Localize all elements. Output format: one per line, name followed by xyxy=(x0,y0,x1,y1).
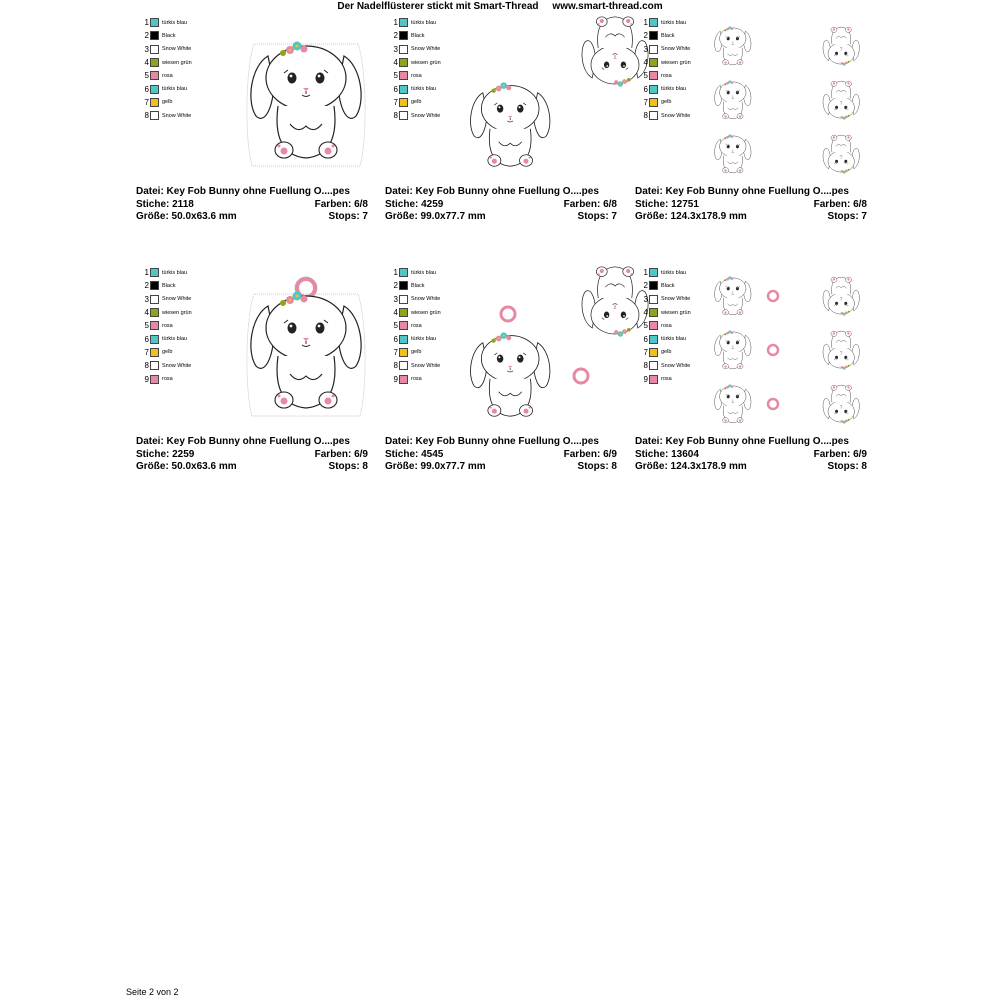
thread-color-row xyxy=(640,56,710,69)
thread-color-swatch xyxy=(150,281,159,290)
thread-color-row xyxy=(390,56,460,69)
thread-color-row xyxy=(390,29,460,42)
thread-number: 9 xyxy=(144,374,149,384)
thread-color-legend xyxy=(141,16,211,122)
thread-number: 2 xyxy=(643,281,648,291)
file-name: Datei: Key Fob Bunny ohne Fuellung O....pes xyxy=(385,186,599,197)
thread-color-name: Snow White xyxy=(661,296,691,303)
thread-color-name: türkis blau xyxy=(162,336,188,343)
thread-number: 1 xyxy=(393,18,398,28)
thread-color-swatch xyxy=(150,295,159,304)
thread-color-name: Snow White xyxy=(661,112,691,119)
thread-color-swatch xyxy=(649,335,658,344)
thread-number: 4 xyxy=(393,58,398,68)
thread-color-swatch xyxy=(150,321,159,330)
thread-color-swatch xyxy=(399,111,408,120)
thread-number: 7 xyxy=(643,347,648,357)
thread-color-swatch xyxy=(150,111,159,120)
stitch-count: Stiche: 13604 xyxy=(635,448,699,460)
thread-number: 8 xyxy=(393,361,398,371)
thread-number: 5 xyxy=(643,71,648,81)
thread-color-swatch xyxy=(649,281,658,290)
stitch-count: Stiche: 12751 xyxy=(635,198,699,210)
thread-color-swatch xyxy=(649,348,658,357)
thread-color-name: rosa xyxy=(411,322,422,329)
design-size: Größe: 124.3x178.9 mm xyxy=(635,211,747,222)
thread-number: 3 xyxy=(393,294,398,304)
thread-number: 3 xyxy=(144,294,149,304)
design-size: Größe: 50.0x63.6 mm xyxy=(136,211,237,222)
thread-number: 1 xyxy=(144,268,149,278)
design-card-1 xyxy=(136,16,368,231)
bunny-design-preview xyxy=(214,16,368,186)
thread-number: 9 xyxy=(643,374,648,384)
thread-color-row xyxy=(141,319,211,332)
thread-number: 2 xyxy=(144,281,149,291)
color-count: Farben: 6/8 xyxy=(314,198,368,210)
thread-color-legend xyxy=(640,16,710,122)
design-card-4 xyxy=(136,266,368,481)
thread-color-name: wiesen grün xyxy=(661,309,691,316)
design-size: Größe: 50.0x63.6 mm xyxy=(136,461,237,472)
thread-color-row xyxy=(640,306,710,319)
thread-color-name: Snow White xyxy=(661,46,691,53)
thread-color-row xyxy=(640,359,710,372)
color-count: Farben: 6/8 xyxy=(813,198,867,210)
thread-number: 4 xyxy=(393,308,398,318)
thread-color-swatch xyxy=(399,85,408,94)
thread-number: 7 xyxy=(144,97,149,107)
thread-number: 6 xyxy=(393,334,398,344)
thread-color-row xyxy=(141,96,211,109)
thread-color-row xyxy=(640,346,710,359)
thread-color-name: Snow White xyxy=(661,362,691,369)
thread-color-name: rosa xyxy=(411,376,422,383)
thread-color-name: rosa xyxy=(661,322,672,329)
thread-color-name: türkis blau xyxy=(661,336,687,343)
thread-color-swatch xyxy=(649,268,658,277)
thread-color-swatch xyxy=(399,308,408,317)
stop-count: Stops: 7 xyxy=(328,211,368,222)
thread-number: 7 xyxy=(643,97,648,107)
stitch-count: Stiche: 4545 xyxy=(385,448,444,460)
design-size: Größe: 99.0x77.7 mm xyxy=(385,461,486,472)
design-card-2 xyxy=(385,16,617,231)
thread-color-row xyxy=(141,372,211,385)
thread-color-name: Black xyxy=(162,282,176,289)
thread-color-swatch xyxy=(649,308,658,317)
thread-color-name: Snow White xyxy=(162,296,192,303)
thread-color-name: gelb xyxy=(411,99,422,106)
thread-color-name: gelb xyxy=(162,99,173,106)
thread-color-swatch xyxy=(649,85,658,94)
stop-count: Stops: 8 xyxy=(328,461,368,472)
thread-color-name: Snow White xyxy=(162,46,192,53)
thread-color-name: Snow White xyxy=(411,296,441,303)
file-name: Datei: Key Fob Bunny ohne Fuellung O....pes xyxy=(635,436,849,447)
thread-color-swatch xyxy=(150,335,159,344)
thread-color-swatch xyxy=(649,71,658,80)
thread-color-swatch xyxy=(399,375,408,384)
thread-color-row xyxy=(640,372,710,385)
thread-color-swatch xyxy=(649,31,658,40)
thread-color-swatch xyxy=(150,85,159,94)
thread-number: 5 xyxy=(393,321,398,331)
color-count: Farben: 6/9 xyxy=(563,448,617,460)
design-info xyxy=(385,186,617,224)
thread-number: 8 xyxy=(643,111,648,121)
thread-number: 2 xyxy=(643,31,648,41)
thread-color-swatch xyxy=(399,71,408,80)
thread-number: 2 xyxy=(393,281,398,291)
thread-color-name: türkis blau xyxy=(411,269,437,276)
thread-number: 6 xyxy=(643,84,648,94)
thread-color-name: rosa xyxy=(162,72,173,79)
thread-number: 7 xyxy=(393,97,398,107)
thread-color-swatch xyxy=(649,98,658,107)
bunny-grid-design-preview xyxy=(713,16,867,186)
thread-color-row xyxy=(640,293,710,306)
thread-color-name: türkis blau xyxy=(411,86,437,93)
thread-color-swatch xyxy=(150,361,159,370)
thread-color-row xyxy=(640,332,710,345)
thread-color-swatch xyxy=(649,58,658,67)
thread-color-row xyxy=(390,109,460,122)
thread-number: 1 xyxy=(144,18,149,28)
thread-color-swatch xyxy=(150,18,159,27)
thread-color-row xyxy=(141,332,211,345)
file-name: Datei: Key Fob Bunny ohne Fuellung O....pes xyxy=(635,186,849,197)
thread-color-swatch xyxy=(649,45,658,54)
thread-color-name: türkis blau xyxy=(411,19,437,26)
thread-number: 3 xyxy=(643,44,648,54)
thread-color-swatch xyxy=(150,348,159,357)
thread-color-name: Snow White xyxy=(162,362,192,369)
thread-number: 4 xyxy=(643,308,648,318)
thread-color-row xyxy=(390,319,460,332)
thread-color-name: wiesen grün xyxy=(162,309,192,316)
thread-color-row xyxy=(390,346,460,359)
thread-number: 8 xyxy=(643,361,648,371)
page-footer: Seite 2 von 2 xyxy=(126,987,179,997)
thread-color-swatch xyxy=(399,31,408,40)
thread-color-swatch xyxy=(649,111,658,120)
thread-color-row xyxy=(141,29,211,42)
thread-number: 2 xyxy=(393,31,398,41)
thread-number: 1 xyxy=(643,268,648,278)
thread-color-row xyxy=(390,372,460,385)
stitch-count: Stiche: 2259 xyxy=(136,448,195,460)
thread-number: 7 xyxy=(144,347,149,357)
thread-color-row xyxy=(390,279,460,292)
thread-color-name: wiesen grün xyxy=(162,59,192,66)
stop-count: Stops: 7 xyxy=(577,211,617,222)
thread-color-swatch xyxy=(399,348,408,357)
thread-number: 6 xyxy=(144,334,149,344)
thread-color-name: türkis blau xyxy=(661,19,687,26)
thread-color-legend xyxy=(390,16,460,122)
thread-number: 8 xyxy=(144,361,149,371)
thread-number: 7 xyxy=(393,347,398,357)
thread-color-swatch xyxy=(150,58,159,67)
thread-color-name: rosa xyxy=(411,72,422,79)
thread-color-row xyxy=(390,82,460,95)
file-name: Datei: Key Fob Bunny ohne Fuellung O....pes xyxy=(385,436,599,447)
thread-color-name: gelb xyxy=(162,349,173,356)
thread-number: 5 xyxy=(393,71,398,81)
thread-color-row xyxy=(141,69,211,82)
thread-color-row xyxy=(141,306,211,319)
bunny-grid-ring-design-preview xyxy=(713,266,867,436)
thread-color-legend xyxy=(141,266,211,386)
thread-color-row xyxy=(390,266,460,279)
color-count: Farben: 6/9 xyxy=(813,448,867,460)
stitch-count: Stiche: 4259 xyxy=(385,198,444,210)
thread-color-swatch xyxy=(399,321,408,330)
thread-color-name: Snow White xyxy=(162,112,192,119)
thread-color-swatch xyxy=(399,335,408,344)
thread-number: 4 xyxy=(643,58,648,68)
thread-color-name: wiesen grün xyxy=(411,59,441,66)
thread-color-name: gelb xyxy=(661,99,672,106)
thread-color-legend xyxy=(640,266,710,386)
thread-color-row xyxy=(390,96,460,109)
thread-number: 5 xyxy=(144,321,149,331)
thread-color-name: Snow White xyxy=(411,46,441,53)
thread-color-name: rosa xyxy=(661,376,672,383)
thread-color-row xyxy=(141,293,211,306)
thread-color-row xyxy=(141,16,211,29)
thread-number: 5 xyxy=(144,71,149,81)
thread-color-row xyxy=(141,279,211,292)
thread-number: 3 xyxy=(393,44,398,54)
file-name: Datei: Key Fob Bunny ohne Fuellung O....pes xyxy=(136,436,350,447)
thread-color-name: wiesen grün xyxy=(661,59,691,66)
thread-color-name: türkis blau xyxy=(661,86,687,93)
design-info xyxy=(635,436,867,474)
bunny-pair-ring-design-preview xyxy=(463,266,617,436)
design-size: Größe: 124.3x178.9 mm xyxy=(635,461,747,472)
thread-color-row xyxy=(390,332,460,345)
thread-color-row xyxy=(640,69,710,82)
thread-color-swatch xyxy=(399,361,408,370)
thread-color-swatch xyxy=(150,71,159,80)
page-header: Der Nadelflüsterer stickt mit Smart-Thread www.smart-thread.com xyxy=(337,1,663,12)
thread-color-name: türkis blau xyxy=(661,269,687,276)
thread-color-name: türkis blau xyxy=(162,269,188,276)
thread-number: 9 xyxy=(393,374,398,384)
thread-number: 1 xyxy=(393,268,398,278)
thread-color-swatch xyxy=(150,268,159,277)
thread-color-swatch xyxy=(649,361,658,370)
thread-color-name: Black xyxy=(661,32,675,39)
thread-number: 5 xyxy=(643,321,648,331)
design-card-6 xyxy=(635,266,867,481)
thread-color-legend xyxy=(390,266,460,386)
design-info xyxy=(136,436,368,474)
thread-number: 3 xyxy=(643,294,648,304)
thread-color-row xyxy=(640,82,710,95)
thread-color-row xyxy=(640,279,710,292)
color-count: Farben: 6/8 xyxy=(563,198,617,210)
design-card-5 xyxy=(385,266,617,481)
thread-color-row xyxy=(640,29,710,42)
thread-color-swatch xyxy=(649,295,658,304)
thread-color-swatch xyxy=(150,375,159,384)
thread-color-swatch xyxy=(399,45,408,54)
design-size: Größe: 99.0x77.7 mm xyxy=(385,211,486,222)
design-info xyxy=(385,436,617,474)
thread-color-swatch xyxy=(399,18,408,27)
stop-count: Stops: 8 xyxy=(827,461,867,472)
thread-color-row xyxy=(640,96,710,109)
thread-color-name: türkis blau xyxy=(411,336,437,343)
thread-number: 1 xyxy=(643,18,648,28)
bunny-pair-design-preview xyxy=(463,16,617,186)
thread-number: 4 xyxy=(144,58,149,68)
thread-number: 6 xyxy=(393,84,398,94)
thread-color-row xyxy=(141,266,211,279)
thread-color-row xyxy=(390,43,460,56)
thread-color-name: Black xyxy=(411,282,425,289)
thread-color-row xyxy=(390,306,460,319)
thread-color-name: rosa xyxy=(661,72,672,79)
thread-color-swatch xyxy=(399,98,408,107)
thread-color-swatch xyxy=(399,295,408,304)
thread-color-row xyxy=(390,69,460,82)
thread-color-row xyxy=(141,346,211,359)
thread-color-name: Black xyxy=(162,32,176,39)
design-card-3 xyxy=(635,16,867,231)
thread-color-row xyxy=(141,82,211,95)
stop-count: Stops: 8 xyxy=(577,461,617,472)
thread-color-name: Black xyxy=(661,282,675,289)
thread-number: 2 xyxy=(144,31,149,41)
file-name: Datei: Key Fob Bunny ohne Fuellung O....pes xyxy=(136,186,350,197)
thread-color-row xyxy=(141,359,211,372)
thread-color-name: Snow White xyxy=(411,362,441,369)
thread-color-name: rosa xyxy=(162,322,173,329)
thread-color-row xyxy=(640,16,710,29)
thread-color-row xyxy=(390,359,460,372)
thread-number: 3 xyxy=(144,44,149,54)
thread-color-row xyxy=(141,43,211,56)
thread-color-name: Black xyxy=(411,32,425,39)
thread-color-name: wiesen grün xyxy=(411,309,441,316)
thread-number: 4 xyxy=(144,308,149,318)
thread-color-row xyxy=(141,56,211,69)
thread-color-swatch xyxy=(150,98,159,107)
bunny-ring-design-preview xyxy=(214,266,368,436)
thread-color-swatch xyxy=(150,308,159,317)
thread-color-name: gelb xyxy=(661,349,672,356)
thread-color-name: türkis blau xyxy=(162,86,188,93)
thread-number: 8 xyxy=(144,111,149,121)
thread-number: 6 xyxy=(144,84,149,94)
thread-color-row xyxy=(141,109,211,122)
thread-number: 8 xyxy=(393,111,398,121)
stitch-count: Stiche: 2118 xyxy=(136,198,194,210)
thread-color-row xyxy=(640,266,710,279)
thread-color-row xyxy=(390,16,460,29)
thread-color-swatch xyxy=(150,31,159,40)
thread-color-name: rosa xyxy=(162,376,173,383)
thread-color-name: Snow White xyxy=(411,112,441,119)
thread-color-name: gelb xyxy=(411,349,422,356)
thread-color-row xyxy=(390,293,460,306)
thread-color-swatch xyxy=(399,281,408,290)
design-info xyxy=(635,186,867,224)
thread-color-row xyxy=(640,109,710,122)
thread-color-swatch xyxy=(649,321,658,330)
thread-color-swatch xyxy=(399,268,408,277)
thread-color-row xyxy=(640,319,710,332)
color-count: Farben: 6/9 xyxy=(314,448,368,460)
thread-color-swatch xyxy=(649,375,658,384)
thread-color-swatch xyxy=(649,18,658,27)
thread-color-name: türkis blau xyxy=(162,19,188,26)
thread-color-swatch xyxy=(150,45,159,54)
stop-count: Stops: 7 xyxy=(827,211,867,222)
thread-number: 6 xyxy=(643,334,648,344)
design-info xyxy=(136,186,368,224)
thread-color-row xyxy=(640,43,710,56)
thread-color-swatch xyxy=(399,58,408,67)
